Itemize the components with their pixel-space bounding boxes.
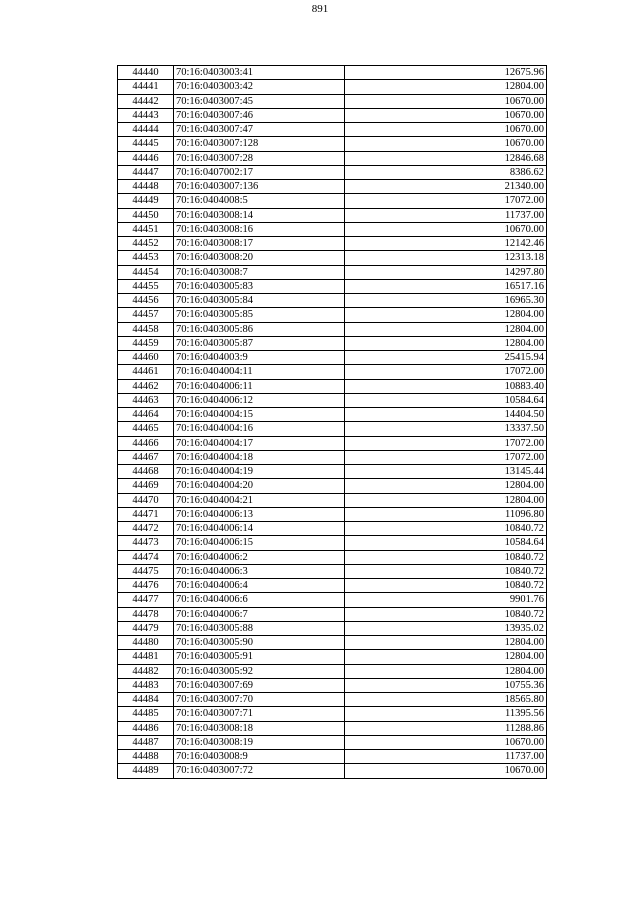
- value-cell: 11737.00: [345, 208, 547, 222]
- row-number-cell: 44481: [118, 650, 174, 664]
- table-row: [118, 650, 547, 664]
- row-number-cell: 44459: [118, 336, 174, 350]
- cadastral-number-cell: 70:16:0403007:28: [174, 151, 345, 165]
- value-cell: 10755.36: [345, 678, 547, 692]
- row-number-cell: 44474: [118, 550, 174, 564]
- value-cell: 25415.94: [345, 351, 547, 365]
- row-number-cell: 44442: [118, 94, 174, 108]
- value-cell: 13935.02: [345, 621, 547, 635]
- cadastral-number-cell: 70:16:0403007:70: [174, 693, 345, 707]
- value-cell: 10670.00: [345, 735, 547, 749]
- table-row: [118, 422, 547, 436]
- row-number-cell: 44443: [118, 108, 174, 122]
- row-number-cell: 44466: [118, 436, 174, 450]
- registry-table-body: [118, 66, 547, 779]
- cadastral-number-cell: 70:16:0403007:71: [174, 707, 345, 721]
- cadastral-number-cell: 70:16:0403007:47: [174, 123, 345, 137]
- table-row: [118, 664, 547, 678]
- cadastral-number-cell: 70:16:0404006:13: [174, 507, 345, 521]
- table-row: [118, 123, 547, 137]
- table-row: [118, 222, 547, 236]
- value-cell: 10840.72: [345, 579, 547, 593]
- value-cell: 17072.00: [345, 194, 547, 208]
- value-cell: 14404.50: [345, 408, 547, 422]
- cadastral-number-cell: 70:16:0404006:4: [174, 579, 345, 593]
- table-row: [118, 322, 547, 336]
- value-cell: 11737.00: [345, 750, 547, 764]
- cadastral-number-cell: 70:16:0403005:86: [174, 322, 345, 336]
- table-row: [118, 750, 547, 764]
- table-row: [118, 66, 547, 80]
- value-cell: 14297.80: [345, 265, 547, 279]
- row-number-cell: 44488: [118, 750, 174, 764]
- value-cell: 10670.00: [345, 94, 547, 108]
- value-cell: 18565.80: [345, 693, 547, 707]
- cadastral-number-cell: 70:16:0403005:90: [174, 636, 345, 650]
- cadastral-number-cell: 70:16:0404004:16: [174, 422, 345, 436]
- cadastral-number-cell: 70:16:0404006:14: [174, 522, 345, 536]
- row-number-cell: 44485: [118, 707, 174, 721]
- value-cell: 17072.00: [345, 365, 547, 379]
- value-cell: 11395.56: [345, 707, 547, 721]
- table-row: [118, 393, 547, 407]
- value-cell: 21340.00: [345, 180, 547, 194]
- cadastral-number-cell: 70:16:0404006:15: [174, 536, 345, 550]
- table-row: [118, 251, 547, 265]
- table-row: [118, 479, 547, 493]
- cadastral-number-cell: 70:16:0404004:18: [174, 450, 345, 464]
- cadastral-number-cell: 70:16:0404004:11: [174, 365, 345, 379]
- table-row: [118, 336, 547, 350]
- row-number-cell: 44447: [118, 165, 174, 179]
- row-number-cell: 44468: [118, 465, 174, 479]
- value-cell: 12804.00: [345, 308, 547, 322]
- row-number-cell: 44487: [118, 735, 174, 749]
- cadastral-number-cell: 70:16:0403007:136: [174, 180, 345, 194]
- table-row: [118, 151, 547, 165]
- table-row: [118, 636, 547, 650]
- table-row: [118, 465, 547, 479]
- row-number-cell: 44445: [118, 137, 174, 151]
- cadastral-number-cell: 70:16:0403007:69: [174, 678, 345, 692]
- cadastral-number-cell: 70:16:0403008:19: [174, 735, 345, 749]
- table-row: [118, 735, 547, 749]
- row-number-cell: 44448: [118, 180, 174, 194]
- value-cell: 16965.30: [345, 294, 547, 308]
- table-row: [118, 194, 547, 208]
- value-cell: 12804.00: [345, 650, 547, 664]
- table-row: [118, 408, 547, 422]
- cadastral-number-cell: 70:16:0403003:41: [174, 66, 345, 80]
- value-cell: 10840.72: [345, 607, 547, 621]
- row-number-cell: 44449: [118, 194, 174, 208]
- row-number-cell: 44464: [118, 408, 174, 422]
- value-cell: 10670.00: [345, 764, 547, 778]
- table-row: [118, 550, 547, 564]
- cadastral-number-cell: 70:16:0403005:91: [174, 650, 345, 664]
- value-cell: 9901.76: [345, 593, 547, 607]
- value-cell: 10840.72: [345, 564, 547, 578]
- cadastral-number-cell: 70:16:0404003:9: [174, 351, 345, 365]
- value-cell: 17072.00: [345, 450, 547, 464]
- cadastral-number-cell: 70:16:0404006:12: [174, 393, 345, 407]
- row-number-cell: 44460: [118, 351, 174, 365]
- value-cell: 10670.00: [345, 108, 547, 122]
- cadastral-number-cell: 70:16:0403005:87: [174, 336, 345, 350]
- cadastral-number-cell: 70:16:0403005:83: [174, 279, 345, 293]
- table-row: [118, 108, 547, 122]
- table-row: [118, 94, 547, 108]
- value-cell: 12142.46: [345, 237, 547, 251]
- value-cell: 10670.00: [345, 137, 547, 151]
- cadastral-number-cell: 70:16:0404006:6: [174, 593, 345, 607]
- table-row: [118, 507, 547, 521]
- row-number-cell: 44467: [118, 450, 174, 464]
- row-number-cell: 44452: [118, 237, 174, 251]
- value-cell: 12313.18: [345, 251, 547, 265]
- value-cell: 10584.64: [345, 393, 547, 407]
- cadastral-number-cell: 70:16:0404004:19: [174, 465, 345, 479]
- value-cell: 12804.00: [345, 80, 547, 94]
- table-row: [118, 593, 547, 607]
- row-number-cell: 44472: [118, 522, 174, 536]
- cadastral-number-cell: 70:16:0404006:7: [174, 607, 345, 621]
- cadastral-number-cell: 70:16:0403008:7: [174, 265, 345, 279]
- row-number-cell: 44446: [118, 151, 174, 165]
- cadastral-number-cell: 70:16:0403005:84: [174, 294, 345, 308]
- table-row: [118, 208, 547, 222]
- table-row: [118, 436, 547, 450]
- row-number-cell: 44440: [118, 66, 174, 80]
- registry-table: [117, 65, 547, 779]
- value-cell: 12804.00: [345, 336, 547, 350]
- row-number-cell: 44480: [118, 636, 174, 650]
- value-cell: 13145.44: [345, 465, 547, 479]
- page-number: 891: [311, 3, 329, 15]
- cadastral-number-cell: 70:16:0404006:11: [174, 379, 345, 393]
- table-row: [118, 180, 547, 194]
- value-cell: 10670.00: [345, 123, 547, 137]
- row-number-cell: 44450: [118, 208, 174, 222]
- cadastral-number-cell: 70:16:0403008:14: [174, 208, 345, 222]
- row-number-cell: 44489: [118, 764, 174, 778]
- row-number-cell: 44465: [118, 422, 174, 436]
- table-row: [118, 365, 547, 379]
- row-number-cell: 44477: [118, 593, 174, 607]
- row-number-cell: 44476: [118, 579, 174, 593]
- row-number-cell: 44461: [118, 365, 174, 379]
- table-row: [118, 308, 547, 322]
- table-row: [118, 265, 547, 279]
- row-number-cell: 44473: [118, 536, 174, 550]
- cadastral-number-cell: 70:16:0403007:45: [174, 94, 345, 108]
- cadastral-number-cell: 70:16:0403007:72: [174, 764, 345, 778]
- cadastral-number-cell: 70:16:0404006:2: [174, 550, 345, 564]
- cadastral-number-cell: 70:16:0403005:88: [174, 621, 345, 635]
- value-cell: 16517.16: [345, 279, 547, 293]
- cadastral-number-cell: 70:16:0403007:46: [174, 108, 345, 122]
- table-row: [118, 80, 547, 94]
- row-number-cell: 44458: [118, 322, 174, 336]
- cadastral-number-cell: 70:16:0403005:92: [174, 664, 345, 678]
- table-row: [118, 450, 547, 464]
- value-cell: 17072.00: [345, 436, 547, 450]
- cadastral-number-cell: 70:16:0404004:17: [174, 436, 345, 450]
- cadastral-number-cell: 70:16:0404004:15: [174, 408, 345, 422]
- cadastral-number-cell: 70:16:0407002:17: [174, 165, 345, 179]
- table-row: [118, 522, 547, 536]
- table-row: [118, 351, 547, 365]
- value-cell: 10670.00: [345, 222, 547, 236]
- row-number-cell: 44444: [118, 123, 174, 137]
- cadastral-number-cell: 70:16:0403005:85: [174, 308, 345, 322]
- row-number-cell: 44457: [118, 308, 174, 322]
- value-cell: 8386.62: [345, 165, 547, 179]
- row-number-cell: 44455: [118, 279, 174, 293]
- cadastral-number-cell: 70:16:0404004:20: [174, 479, 345, 493]
- row-number-cell: 44470: [118, 493, 174, 507]
- cadastral-number-cell: 70:16:0403008:16: [174, 222, 345, 236]
- row-number-cell: 44462: [118, 379, 174, 393]
- table-row: [118, 137, 547, 151]
- row-number-cell: 44454: [118, 265, 174, 279]
- table-row: [118, 237, 547, 251]
- table-row: [118, 621, 547, 635]
- value-cell: 12804.00: [345, 493, 547, 507]
- row-number-cell: 44486: [118, 721, 174, 735]
- row-number-cell: 44456: [118, 294, 174, 308]
- table-row: [118, 493, 547, 507]
- table-row: [118, 607, 547, 621]
- row-number-cell: 44475: [118, 564, 174, 578]
- value-cell: 10584.64: [345, 536, 547, 550]
- value-cell: 13337.50: [345, 422, 547, 436]
- row-number-cell: 44482: [118, 664, 174, 678]
- value-cell: 10883.40: [345, 379, 547, 393]
- value-cell: 12846.68: [345, 151, 547, 165]
- cadastral-number-cell: 70:16:0404004:21: [174, 493, 345, 507]
- value-cell: 12804.00: [345, 479, 547, 493]
- row-number-cell: 44469: [118, 479, 174, 493]
- value-cell: 11288.86: [345, 721, 547, 735]
- value-cell: 12804.00: [345, 664, 547, 678]
- cadastral-number-cell: 70:16:0403008:17: [174, 237, 345, 251]
- table-row: [118, 764, 547, 778]
- value-cell: 11096.80: [345, 507, 547, 521]
- row-number-cell: 44441: [118, 80, 174, 94]
- row-number-cell: 44483: [118, 678, 174, 692]
- row-number-cell: 44453: [118, 251, 174, 265]
- table-row: [118, 379, 547, 393]
- row-number-cell: 44479: [118, 621, 174, 635]
- table-row: [118, 707, 547, 721]
- cadastral-number-cell: 70:16:0403003:42: [174, 80, 345, 94]
- value-cell: 12675.96: [345, 66, 547, 80]
- table-row: [118, 678, 547, 692]
- row-number-cell: 44471: [118, 507, 174, 521]
- table-row: [118, 165, 547, 179]
- cadastral-number-cell: 70:16:0403008:18: [174, 721, 345, 735]
- table-row: [118, 579, 547, 593]
- value-cell: 10840.72: [345, 522, 547, 536]
- row-number-cell: 44478: [118, 607, 174, 621]
- table-row: [118, 279, 547, 293]
- value-cell: 12804.00: [345, 636, 547, 650]
- cadastral-number-cell: 70:16:0403008:9: [174, 750, 345, 764]
- table-row: [118, 294, 547, 308]
- row-number-cell: 44463: [118, 393, 174, 407]
- table-row: [118, 536, 547, 550]
- cadastral-number-cell: 70:16:0404008:5: [174, 194, 345, 208]
- cadastral-number-cell: 70:16:0403007:128: [174, 137, 345, 151]
- cadastral-number-cell: 70:16:0403008:20: [174, 251, 345, 265]
- cadastral-number-cell: 70:16:0404006:3: [174, 564, 345, 578]
- row-number-cell: 44451: [118, 222, 174, 236]
- value-cell: 10840.72: [345, 550, 547, 564]
- row-number-cell: 44484: [118, 693, 174, 707]
- table-row: [118, 721, 547, 735]
- value-cell: 12804.00: [345, 322, 547, 336]
- table-row: [118, 693, 547, 707]
- table-row: [118, 564, 547, 578]
